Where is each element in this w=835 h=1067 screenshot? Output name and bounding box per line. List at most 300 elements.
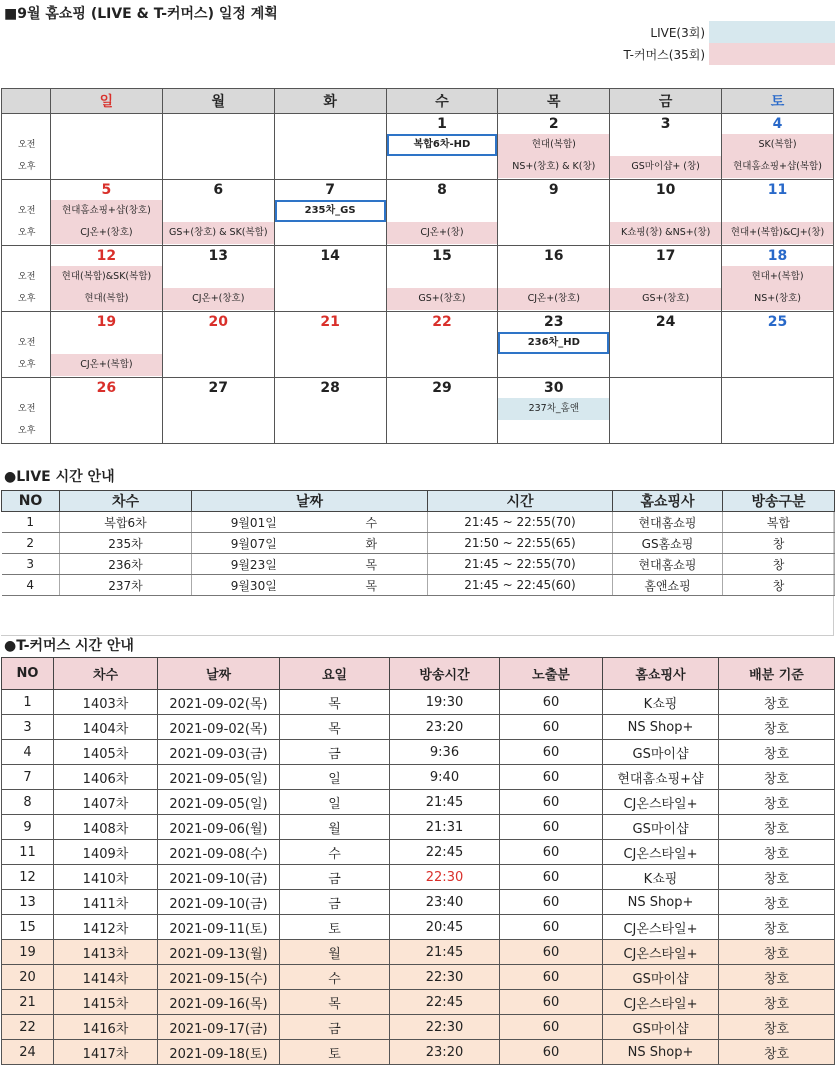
tcommerce-cell: 1408차 xyxy=(54,815,158,840)
tcommerce-cell: 2021-09-17(금) xyxy=(158,1015,280,1040)
pm-label: 오후 xyxy=(18,228,36,238)
tcommerce-cell: 22:45 xyxy=(390,840,500,865)
pm-schedule: K쇼핑(창) &NS+(창) xyxy=(610,222,721,244)
weekday-wed: 수 xyxy=(386,89,498,114)
tcommerce-cell: 60 xyxy=(500,940,603,965)
tcommerce-cell: 1414차 xyxy=(54,965,158,990)
tcommerce-cell: 창호 xyxy=(719,740,835,765)
tcommerce-cell: NS Shop+ xyxy=(603,715,719,740)
tcommerce-cell: 22:30 xyxy=(390,865,500,890)
live-cell: 수 xyxy=(316,512,428,533)
tcommerce-cell: NS Shop+ xyxy=(603,1040,719,1065)
calendar xyxy=(1,88,834,444)
pm-label: 오후 xyxy=(18,162,36,172)
legend-live-swatch xyxy=(709,21,835,43)
day-number: 19 xyxy=(96,314,117,330)
live-cell: 복합6차 xyxy=(60,512,192,533)
tcommerce-cell: 창호 xyxy=(719,765,835,790)
day-number: 8 xyxy=(437,182,447,198)
tc-header-date: 날짜 xyxy=(158,658,280,690)
tcommerce-cell: 1415차 xyxy=(54,990,158,1015)
tcommerce-cell: 금 xyxy=(280,740,390,765)
pm-schedule: GS마이샵+ (창) xyxy=(610,156,721,178)
tcommerce-cell: 창호 xyxy=(719,990,835,1015)
tcommerce-cell: 2021-09-05(일) xyxy=(158,765,280,790)
calendar-week xyxy=(2,378,834,444)
day-number: 29 xyxy=(432,380,452,396)
am-schedule xyxy=(275,332,386,354)
tcommerce-cell: CJ온스타일+ xyxy=(603,915,719,940)
tcommerce-cell: 창호 xyxy=(719,915,835,940)
tcommerce-row xyxy=(2,1040,835,1065)
pm-schedule xyxy=(610,354,721,376)
tcommerce-cell: 창호 xyxy=(719,865,835,890)
tcommerce-row xyxy=(2,890,835,915)
pm-schedule: NS+(창호) & K(창) xyxy=(498,156,609,178)
am-schedule: 복합6차-HD xyxy=(387,134,498,156)
calendar-day xyxy=(722,378,834,444)
day-number: 23 xyxy=(544,314,564,330)
am-schedule xyxy=(498,200,609,222)
tcommerce-header-row xyxy=(2,658,835,690)
calendar-week xyxy=(2,312,834,378)
tcommerce-cell: 1411차 xyxy=(54,890,158,915)
calendar-header xyxy=(2,89,834,114)
calendar-day xyxy=(51,180,163,246)
tcommerce-cell: 일 xyxy=(280,790,390,815)
tcommerce-cell: CJ온스타일+ xyxy=(603,940,719,965)
am-schedule xyxy=(610,398,721,420)
calendar-day xyxy=(386,312,498,378)
live-row xyxy=(2,575,835,596)
pm-schedule xyxy=(163,156,274,178)
day-number xyxy=(722,378,833,398)
legend-tcommerce-swatch xyxy=(709,43,835,65)
calendar-day xyxy=(386,246,498,312)
am-schedule xyxy=(387,398,498,420)
tcommerce-cell: 토 xyxy=(280,1040,390,1065)
tcommerce-row xyxy=(2,790,835,815)
tcommerce-cell: 20:45 xyxy=(390,915,500,940)
calendar-day xyxy=(386,114,498,180)
week-slot-labels xyxy=(2,180,51,246)
live-cell: 9월30일 xyxy=(192,575,316,596)
calendar-week xyxy=(2,246,834,312)
tcommerce-row xyxy=(2,740,835,765)
calendar-day xyxy=(386,378,498,444)
live-header-type: 방송구분 xyxy=(723,491,835,512)
am-schedule: 현대홈쇼핑+샵(창호) xyxy=(51,200,162,222)
tc-header-minutes: 노출분 xyxy=(500,658,603,690)
tcommerce-cell: 12 xyxy=(2,865,54,890)
tcommerce-cell: 60 xyxy=(500,840,603,865)
tcommerce-cell: 60 xyxy=(500,915,603,940)
pm-schedule xyxy=(51,156,162,178)
calendar-day xyxy=(610,312,722,378)
live-cell: 현대홈쇼핑 xyxy=(613,512,723,533)
am-schedule xyxy=(275,398,386,420)
tcommerce-cell: 1 xyxy=(2,690,54,715)
calendar-day xyxy=(722,312,834,378)
calendar-day xyxy=(722,246,834,312)
am-label: 오전 xyxy=(18,140,36,150)
day-number: 17 xyxy=(655,248,676,264)
pm-schedule: 현대(복합) xyxy=(51,288,162,310)
calendar-day xyxy=(386,180,498,246)
am-schedule xyxy=(275,266,386,288)
live-cell: 9월07일 xyxy=(192,533,316,554)
week-slot-labels xyxy=(2,246,51,312)
calendar-day xyxy=(498,114,610,180)
day-number: 24 xyxy=(655,314,676,330)
weekday-thu: 목 xyxy=(498,89,610,114)
day-number: 18 xyxy=(767,248,788,264)
tcommerce-cell: 60 xyxy=(500,865,603,890)
calendar-day xyxy=(498,312,610,378)
tcommerce-cell: 목 xyxy=(280,715,390,740)
tcommerce-row xyxy=(2,815,835,840)
day-number xyxy=(275,114,386,134)
live-cell: 창 xyxy=(723,533,835,554)
tcommerce-cell: 창호 xyxy=(719,690,835,715)
tc-header-airtime: 방송시간 xyxy=(390,658,500,690)
tcommerce-cell: 일 xyxy=(280,765,390,790)
tcommerce-cell: 금 xyxy=(280,890,390,915)
tcommerce-cell: 창호 xyxy=(719,715,835,740)
tcommerce-cell: GS마이샵 xyxy=(603,815,719,840)
live-header-date: 날짜 xyxy=(192,491,428,512)
tcommerce-cell: 2021-09-18(토) xyxy=(158,1040,280,1065)
tcommerce-cell: 21:31 xyxy=(390,815,500,840)
tcommerce-cell: 23:40 xyxy=(390,890,500,915)
live-table-wrap xyxy=(1,490,834,636)
calendar-week xyxy=(2,114,834,180)
tcommerce-cell: 9:36 xyxy=(390,740,500,765)
tcommerce-cell: 창호 xyxy=(719,790,835,815)
live-cell: 21:45 ~ 22:45(60) xyxy=(428,575,613,596)
tcommerce-cell: NS Shop+ xyxy=(603,890,719,915)
pm-schedule xyxy=(275,156,386,178)
live-header-round: 차수 xyxy=(60,491,192,512)
tcommerce-cell: 22:30 xyxy=(390,965,500,990)
pm-schedule xyxy=(163,354,274,376)
tcommerce-cell: 2021-09-02(목) xyxy=(158,715,280,740)
pm-schedule: CJ온+(창호) xyxy=(51,222,162,244)
am-schedule: 현대(복합)&SK(복합) xyxy=(51,266,162,288)
pm-schedule xyxy=(498,222,609,244)
tcommerce-row xyxy=(2,765,835,790)
tcommerce-cell: 창호 xyxy=(719,1040,835,1065)
am-schedule xyxy=(387,266,498,288)
pm-schedule: CJ온+(복합) xyxy=(51,354,162,376)
tcommerce-cell: 1412차 xyxy=(54,915,158,940)
pm-schedule xyxy=(722,420,833,442)
tcommerce-cell: 2021-09-05(일) xyxy=(158,790,280,815)
live-cell: GS홈쇼핑 xyxy=(613,533,723,554)
tc-header-weekday: 요일 xyxy=(280,658,390,690)
legend-live-label: LIVE(3회) xyxy=(650,25,705,40)
calendar-day xyxy=(274,378,386,444)
day-number: 10 xyxy=(655,182,676,198)
tcommerce-cell: 창호 xyxy=(719,965,835,990)
tcommerce-cell: 22:30 xyxy=(390,1015,500,1040)
am-label: 오전 xyxy=(18,272,36,282)
tcommerce-cell: 1410차 xyxy=(54,865,158,890)
tcommerce-cell: 4 xyxy=(2,740,54,765)
tcommerce-row xyxy=(2,840,835,865)
am-schedule: SK(복합) xyxy=(722,134,833,156)
pm-schedule xyxy=(275,354,386,376)
weekday-tue: 화 xyxy=(274,89,386,114)
tcommerce-cell: 현대홈쇼핑+샵 xyxy=(603,765,719,790)
calendar-day xyxy=(51,114,163,180)
tcommerce-cell: 목 xyxy=(280,690,390,715)
pm-schedule xyxy=(387,156,498,178)
tcommerce-cell: 60 xyxy=(500,890,603,915)
live-cell: 창 xyxy=(723,575,835,596)
calendar-day xyxy=(498,378,610,444)
tcommerce-cell: 2021-09-15(수) xyxy=(158,965,280,990)
tcommerce-cell: K쇼핑 xyxy=(603,865,719,890)
calendar-day xyxy=(274,246,386,312)
legend-tcommerce xyxy=(585,43,835,65)
tcommerce-cell: 2021-09-10(금) xyxy=(158,890,280,915)
live-cell: 창 xyxy=(723,554,835,575)
tcommerce-cell: 9 xyxy=(2,815,54,840)
pm-schedule: 현대+(복합)&CJ+(창) xyxy=(722,222,833,244)
pm-schedule: CJ온+(창) xyxy=(387,222,498,244)
week-slot-labels xyxy=(2,114,51,180)
calendar-day xyxy=(610,114,722,180)
tcommerce-cell: 60 xyxy=(500,715,603,740)
calendar-day xyxy=(722,114,834,180)
tc-header-no: NO xyxy=(2,658,54,690)
tcommerce-cell: 금 xyxy=(280,865,390,890)
tcommerce-cell: 2021-09-13(월) xyxy=(158,940,280,965)
day-number: 25 xyxy=(767,314,788,330)
live-cell: 236차 xyxy=(60,554,192,575)
tcommerce-cell: 목 xyxy=(280,990,390,1015)
day-number: 28 xyxy=(320,380,340,396)
tcommerce-cell: 3 xyxy=(2,715,54,740)
tcommerce-cell: 21:45 xyxy=(390,790,500,815)
tcommerce-cell: 1409차 xyxy=(54,840,158,865)
calendar-day xyxy=(274,180,386,246)
legend xyxy=(585,21,835,65)
tcommerce-row xyxy=(2,715,835,740)
tcommerce-cell: 1405차 xyxy=(54,740,158,765)
tcommerce-row xyxy=(2,915,835,940)
am-schedule xyxy=(275,134,386,156)
tcommerce-cell: 60 xyxy=(500,740,603,765)
am-schedule xyxy=(51,398,162,420)
am-schedule xyxy=(722,398,833,420)
calendar-day xyxy=(498,180,610,246)
am-schedule xyxy=(51,134,162,156)
calendar-day xyxy=(498,246,610,312)
pm-schedule: NS+(창호) xyxy=(722,288,833,310)
tcommerce-cell: 2021-09-08(수) xyxy=(158,840,280,865)
tcommerce-cell: 13 xyxy=(2,890,54,915)
pm-schedule xyxy=(275,288,386,310)
tcommerce-cell: 2021-09-03(금) xyxy=(158,740,280,765)
day-number: 1 xyxy=(437,116,447,132)
day-number: 9 xyxy=(548,182,559,198)
calendar-day xyxy=(162,246,274,312)
tcommerce-row xyxy=(2,940,835,965)
tcommerce-cell: 2021-09-10(금) xyxy=(158,865,280,890)
tcommerce-cell: 수 xyxy=(280,965,390,990)
tcommerce-cell: 60 xyxy=(500,990,603,1015)
tcommerce-cell: 23:20 xyxy=(390,1040,500,1065)
am-schedule: 236차_HD xyxy=(498,332,609,354)
am-schedule xyxy=(722,200,833,222)
am-schedule xyxy=(163,266,274,288)
day-number xyxy=(163,114,274,134)
live-header-row xyxy=(2,491,835,512)
am-label: 오전 xyxy=(18,338,36,348)
live-header-company: 홈쇼핑사 xyxy=(613,491,723,512)
tcommerce-cell: 월 xyxy=(280,815,390,840)
tcommerce-cell: 60 xyxy=(500,1015,603,1040)
tcommerce-cell: K쇼핑 xyxy=(603,690,719,715)
day-number: 5 xyxy=(101,182,112,198)
tcommerce-cell: 60 xyxy=(500,790,603,815)
tcommerce-row xyxy=(2,965,835,990)
day-number: 20 xyxy=(208,314,228,330)
tcommerce-cell: GS마이샵 xyxy=(603,740,719,765)
tcommerce-cell: 2021-09-02(목) xyxy=(158,690,280,715)
tc-header-round: 차수 xyxy=(54,658,158,690)
tcommerce-cell: 22 xyxy=(2,1015,54,1040)
tcommerce-cell: 창호 xyxy=(719,890,835,915)
am-schedule xyxy=(610,200,721,222)
tcommerce-cell: 2021-09-16(목) xyxy=(158,990,280,1015)
day-number: 3 xyxy=(660,116,671,132)
tcommerce-cell: 60 xyxy=(500,815,603,840)
am-schedule xyxy=(163,200,274,222)
week-slot-labels xyxy=(2,378,51,444)
pm-schedule xyxy=(387,354,498,376)
pm-schedule xyxy=(498,420,609,442)
tcommerce-cell: GS마이샵 xyxy=(603,965,719,990)
day-number: 22 xyxy=(432,314,452,330)
tcommerce-cell: 1417차 xyxy=(54,1040,158,1065)
live-cell: 21:45 ~ 22:55(70) xyxy=(428,554,613,575)
live-cell: 1 xyxy=(2,512,60,533)
live-cell: 화 xyxy=(316,533,428,554)
tcommerce-cell: CJ온스타일+ xyxy=(603,840,719,865)
live-cell: 9월23일 xyxy=(192,554,316,575)
calendar-day xyxy=(162,312,274,378)
legend-live xyxy=(585,21,835,43)
pm-schedule xyxy=(387,420,498,442)
tcommerce-cell: 창호 xyxy=(719,1015,835,1040)
tcommerce-row xyxy=(2,690,835,715)
day-number xyxy=(610,378,721,398)
calendar-day xyxy=(162,378,274,444)
pm-schedule: GS+(창호) xyxy=(387,288,498,310)
tcommerce-cell: 11 xyxy=(2,840,54,865)
calendar-day xyxy=(274,312,386,378)
am-schedule xyxy=(387,332,498,354)
pm-schedule xyxy=(275,222,386,244)
tcommerce-cell: 15 xyxy=(2,915,54,940)
tcommerce-cell: 19:30 xyxy=(390,690,500,715)
calendar-week xyxy=(2,180,834,246)
tcommerce-cell: 월 xyxy=(280,940,390,965)
tcommerce-cell: 1413차 xyxy=(54,940,158,965)
tcommerce-cell: 60 xyxy=(500,690,603,715)
calendar-corner xyxy=(2,89,51,114)
live-cell: 9월01일 xyxy=(192,512,316,533)
calendar-day xyxy=(610,180,722,246)
live-cell: 21:50 ~ 22:55(65) xyxy=(428,533,613,554)
pm-schedule xyxy=(498,354,609,376)
tcommerce-cell: 2021-09-11(토) xyxy=(158,915,280,940)
am-schedule xyxy=(163,398,274,420)
tcommerce-row xyxy=(2,990,835,1015)
tcommerce-cell: 1403차 xyxy=(54,690,158,715)
tcommerce-cell: 23:20 xyxy=(390,715,500,740)
week-slot-labels xyxy=(2,312,51,378)
pm-label: 오후 xyxy=(18,426,36,436)
tcommerce-cell: 24 xyxy=(2,1040,54,1065)
day-number: 21 xyxy=(320,314,340,330)
tcommerce-cell: 1407차 xyxy=(54,790,158,815)
am-schedule: 현대+(복합) xyxy=(722,266,833,288)
tcommerce-cell: 창호 xyxy=(719,940,835,965)
tcommerce-cell: 20 xyxy=(2,965,54,990)
live-header-no: NO xyxy=(2,491,60,512)
day-number: 11 xyxy=(767,182,788,198)
day-number: 6 xyxy=(213,182,224,198)
tcommerce-cell: 7 xyxy=(2,765,54,790)
live-row xyxy=(2,554,835,575)
live-table xyxy=(1,490,835,596)
day-number: 4 xyxy=(772,116,783,132)
tc-header-basis: 배분 기준 xyxy=(719,658,835,690)
day-number: 30 xyxy=(544,380,564,396)
tcommerce-cell: 9:40 xyxy=(390,765,500,790)
pm-label: 오후 xyxy=(18,294,36,304)
pm-schedule xyxy=(51,420,162,442)
am-schedule: 237차_홈앤 xyxy=(498,398,609,420)
pm-schedule xyxy=(163,420,274,442)
live-cell: 2 xyxy=(2,533,60,554)
page-title: ■9월 홈쇼핑 (LIVE & T-커머스) 일정 계획 xyxy=(4,6,278,22)
live-cell: 홈앤쇼핑 xyxy=(613,575,723,596)
tcommerce-cell: 60 xyxy=(500,965,603,990)
pm-schedule xyxy=(722,354,833,376)
day-number xyxy=(51,114,162,134)
live-cell: 4 xyxy=(2,575,60,596)
pm-schedule: 현대홈쇼핑+샵(복합) xyxy=(722,156,833,178)
tcommerce-cell: CJ온스타일+ xyxy=(603,990,719,1015)
am-schedule xyxy=(610,332,721,354)
tcommerce-cell: 1406차 xyxy=(54,765,158,790)
am-schedule xyxy=(51,332,162,354)
tcommerce-cell: CJ온스타일+ xyxy=(603,790,719,815)
tcommerce-cell: 1416차 xyxy=(54,1015,158,1040)
tcommerce-cell: 1404차 xyxy=(54,715,158,740)
tcommerce-row xyxy=(2,1015,835,1040)
pm-schedule: GS+(창호) xyxy=(610,288,721,310)
day-number: 14 xyxy=(320,248,340,264)
pm-schedule: CJ온+(창호) xyxy=(163,288,274,310)
live-header-time: 시간 xyxy=(428,491,613,512)
am-schedule xyxy=(163,332,274,354)
